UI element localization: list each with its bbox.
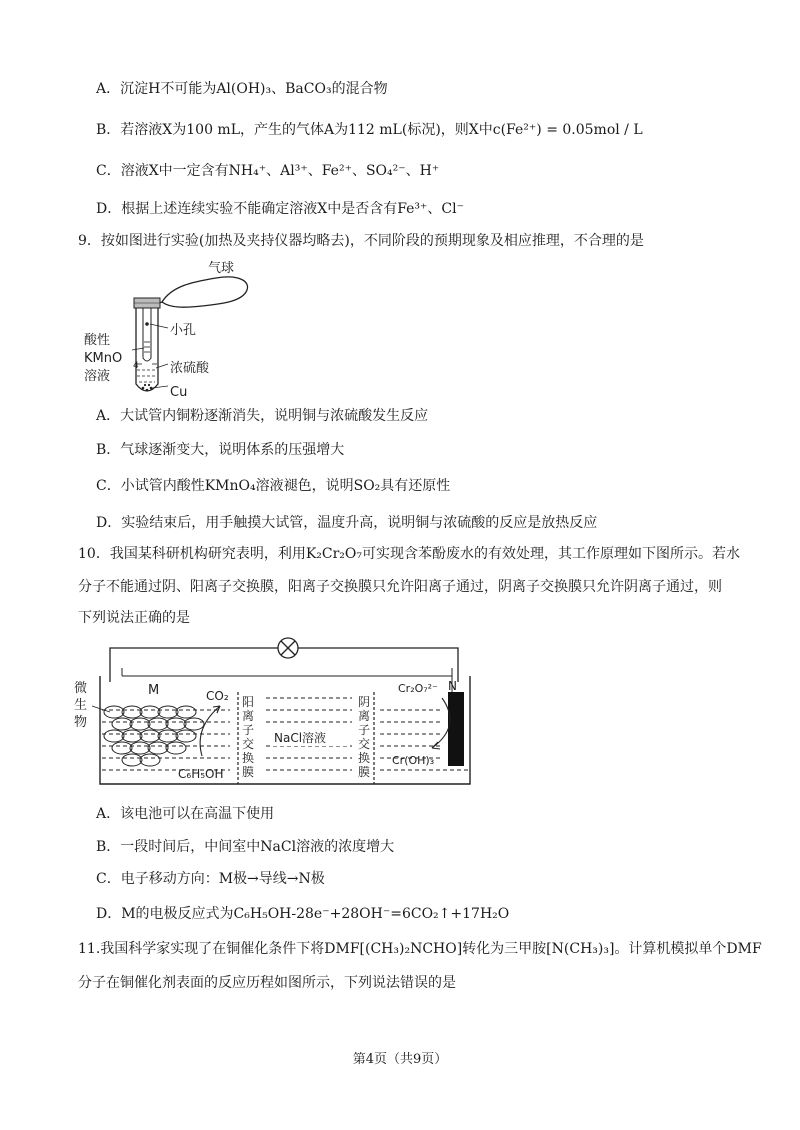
q11-stem-line-1: 11.我国科学家实现了在铜催化条件下将DMF[(CH₃)₂NCHO]转化为三甲胺[N(CH₃)₃]。计算机模拟单个DMF <box>78 941 762 957</box>
cr2o7-label: Cr₂O₇²⁻ <box>398 682 438 695</box>
q8-option-b: B．若溶液X为100 mL，产生的气体A为112 mL(标况)，则X中c(Fe²⁺) = 0.05mol / L <box>96 122 643 138</box>
kmno4-label-1: 酸性 <box>84 333 111 348</box>
kmno4-label-3: 溶液 <box>84 369 111 384</box>
nacl-label: NaCl溶液 <box>274 731 327 745</box>
anion-membrane-c5: 换 <box>358 751 371 765</box>
electrode-m-microbes <box>104 706 204 766</box>
microbe-label-1: 微 <box>74 681 88 696</box>
q9-apparatus-figure <box>80 258 280 404</box>
electrode-n <box>448 692 464 766</box>
microbe-label-3: 物 <box>74 715 88 730</box>
electrode-m-label: M <box>148 683 160 698</box>
cation-membrane-c6: 膜 <box>242 765 255 779</box>
q10-cell-figure <box>70 632 480 802</box>
q8-option-a: A．沉淀H不可能为Al(OH)₃、BaCO₃的混合物 <box>96 81 388 97</box>
microbe-label-2: 生 <box>74 698 88 713</box>
small-hole <box>145 322 149 326</box>
anion-membrane-c1: 阴 <box>358 695 371 709</box>
cation-membrane-c5: 换 <box>242 751 255 765</box>
q9-option-c: C．小试管内酸性KMnO₄溶液褪色，说明SO₂具有还原性 <box>96 478 451 494</box>
balloon-shape <box>162 277 248 307</box>
kmno4-label-sub: 4 <box>133 361 139 371</box>
q9-option-a: A．大试管内铜粉逐渐消失，说明铜与浓硫酸发生反应 <box>96 408 429 424</box>
q9-option-b: B．气球逐渐变大，说明体系的压强增大 <box>96 442 345 458</box>
q10-option-c: C．电子移动方向：M极→导线→N极 <box>96 871 325 887</box>
kmno4-label-2: KMnO <box>84 351 123 366</box>
anion-membrane-c6: 膜 <box>358 765 371 779</box>
anion-membrane-c3: 子 <box>358 723 371 737</box>
co2-arrow <box>200 706 220 756</box>
cation-membrane-c1: 阳 <box>242 695 255 709</box>
q10-option-b: B．一段时间后，中间室中NaCl溶液的浓度增大 <box>96 839 395 855</box>
cation-membrane-c4: 交 <box>242 737 255 751</box>
hole-label: 小孔 <box>170 323 197 338</box>
q10-stem-line-2: 分子不能通过阴、阳离子交换膜，阳离子交换膜只允许阳离子通过，阴离子交换膜只允许阴离子通过，则 <box>78 579 722 595</box>
q9-stem: 9．按如图进行实验(加热及夹持仪器均略去)，不同阶段的预期现象及相应推理，不合理的是 <box>78 233 644 249</box>
small-test-tube <box>143 308 151 361</box>
large-test-tube <box>136 308 158 391</box>
q10-option-d: D．M的电极反应式为C₆H₅OH-28e⁻+28OH⁻=6CO₂↑+17H₂O <box>96 906 510 922</box>
cr-arrow <box>432 698 450 748</box>
anion-membrane-c2: 离 <box>358 709 371 723</box>
q11-stem-line-2: 分子在铜催化剂表面的反应历程如图所示，下列说法错误的是 <box>78 975 456 991</box>
balloon-label: 气球 <box>208 261 235 276</box>
croh3-label: Cr(OH)₃ <box>392 754 435 767</box>
q10-stem-line-3: 下列说法正确的是 <box>78 610 190 626</box>
phenol-label: C₆H₅OH <box>178 767 224 781</box>
anion-membrane-c4: 交 <box>358 737 371 751</box>
q8-option-c: C．溶液X中一定含有NH₄⁺、Al³⁺、Fe²⁺、SO₄²⁻、H⁺ <box>96 163 440 179</box>
q10-stem-line-1: 10．我国某科研机构研究表明，利用K₂Cr₂O₇可实现含苯酚废水的有效处理，其工作原理如下图所示。若水 <box>78 546 740 562</box>
electrode-n-label: N <box>448 679 457 693</box>
page-footer: 第4页（共9页） <box>352 1052 448 1067</box>
cu-label: Cu <box>170 385 188 400</box>
cation-membrane-c2: 离 <box>242 709 255 723</box>
co2-label: CO₂ <box>206 689 229 703</box>
q8-option-d: D．根据上述连续实验不能确定溶液X中是否含有Fe³⁺、Cl⁻ <box>96 201 465 217</box>
q9-option-d: D．实验结束后，用手触摸大试管，温度升高，说明铜与浓硫酸的反应是放热反应 <box>96 515 598 531</box>
q10-option-a: A．该电池可以在高温下使用 <box>96 806 275 822</box>
acid-label: 浓硫酸 <box>170 361 210 376</box>
cation-membrane-c3: 子 <box>242 723 255 737</box>
